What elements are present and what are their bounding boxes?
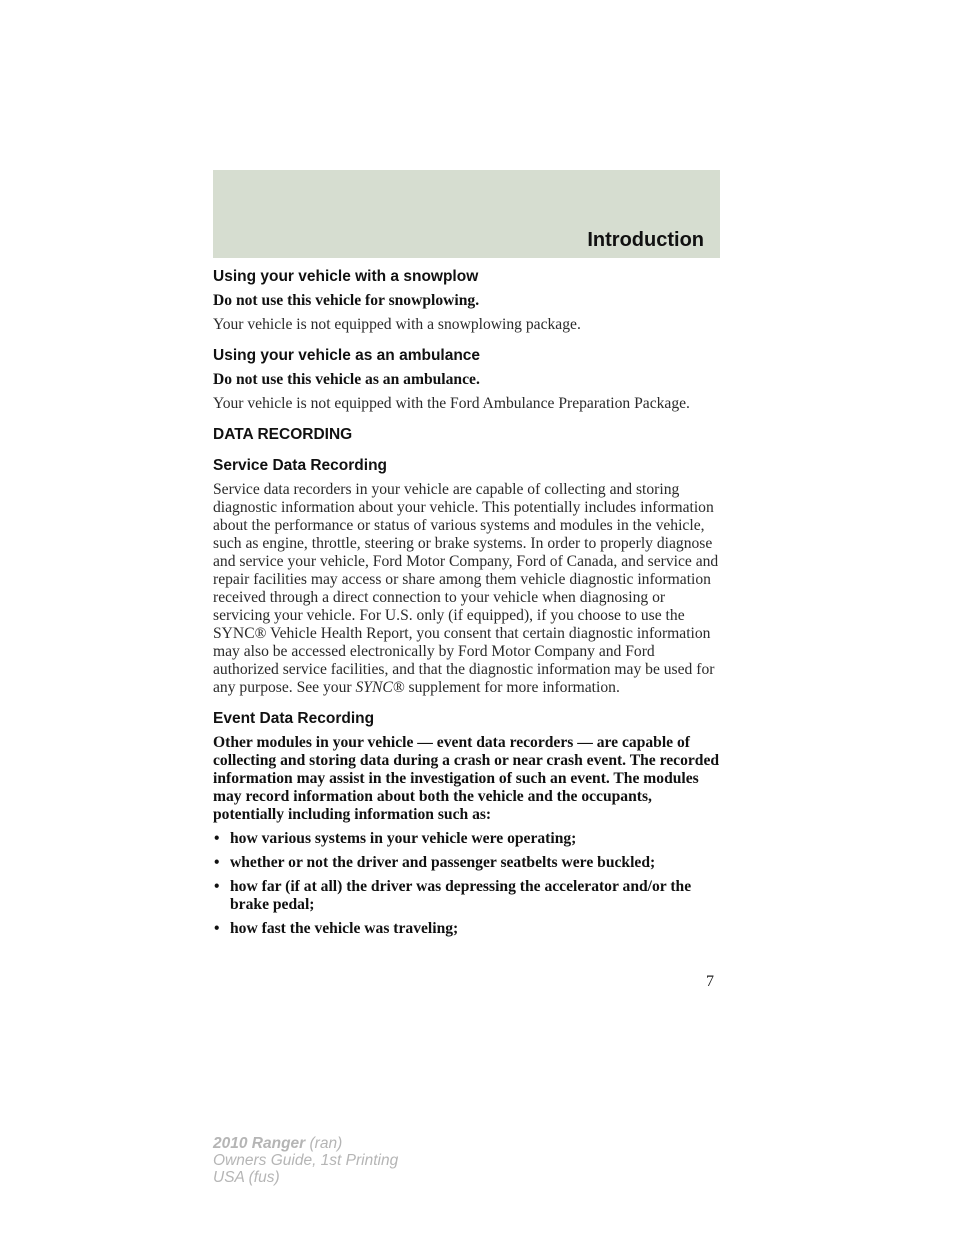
ambulance-heading: Using your vehicle as an ambulance [213,347,481,364]
list-item-text: whether or not the driver and passenger seatbelts were buckled; [230,854,656,871]
service-data-text-main: Service data recorders in your vehicle are capable of collecting and storing diagnostic information about your vehicle. This potentially includes information about the performance or status of various systems and modules in the vehicle, such as engine, throttle, steering or brake systems. In order to properly diagnose and service your vehicle, Ford Motor Company, Ford of Canada, and service and repair facilities may access or share among them vehicle diagnostic information received through a direct connection to your vehicle when diagnosing or servicing your vehicle. For U.S. only (if equipped), if you choose to use the SYNC® Vehicle Health Report, you consent that certain diagnostic information may also be accessed electronically by Ford Motor Company and Ford authorized service facilities, and that the diagnostic information may be used for any purpose. See your [213,481,719,696]
ambulance-warning: Do not use this vehicle as an ambulance. [213,371,480,388]
footer-line-market [213,1169,398,1186]
footer-line-model [213,1135,398,1152]
bullet-icon: • [214,830,220,847]
snowplow-heading: Using your vehicle with a snowplow [213,268,479,285]
footer-line-guide: Owners Guide, 1st Printing [213,1152,399,1169]
event-data-heading: Event Data Recording [213,710,375,727]
service-data-text-end: supplement for more information. [404,679,620,696]
footer-market: USA [213,1169,245,1186]
event-data-intro: Other modules in your vehicle — event data recorders — are capable of collecting and storing data during a crash or near crash event. The recorded information may assist in the investigation of such an event. The modules may record information about both the vehicle and the occupants, potentially including information such as: [213,734,720,823]
sync-italic: SYNC® [355,679,405,696]
list-item-text: how various systems in your vehicle were operating; [230,830,577,847]
list-item-text: how fast the vehicle was traveling; [230,920,459,937]
footer-market-code: (fus) [244,1169,280,1186]
section-header-band [213,170,720,258]
service-data-text [213,481,723,697]
page-content [213,268,723,944]
data-recording-heading: DATA RECORDING [213,426,353,443]
footer-model: 2010 Ranger [213,1135,306,1152]
list-item-text: how far (if at all) the driver was depressing the accelerator and/or the brake pedal; [230,878,692,913]
page-number: 7 [706,973,714,990]
event-data-list [213,830,723,938]
ambulance-text: Your vehicle is not equipped with the Ford Ambulance Preparation Package. [213,395,690,412]
list-item [213,920,723,938]
bullet-icon: • [214,920,220,937]
section-title: Introduction [587,229,704,251]
snowplow-text: Your vehicle is not equipped with a snowplowing package. [213,316,581,333]
service-data-heading: Service Data Recording [213,457,388,474]
footer-model-code: (ran) [305,1135,343,1152]
bullet-icon: • [214,854,220,871]
snowplow-warning: Do not use this vehicle for snowplowing. [213,292,480,309]
footer [213,1135,398,1186]
list-item [213,878,723,914]
list-item [213,854,723,872]
bullet-icon: • [214,878,220,895]
list-item [213,830,723,848]
